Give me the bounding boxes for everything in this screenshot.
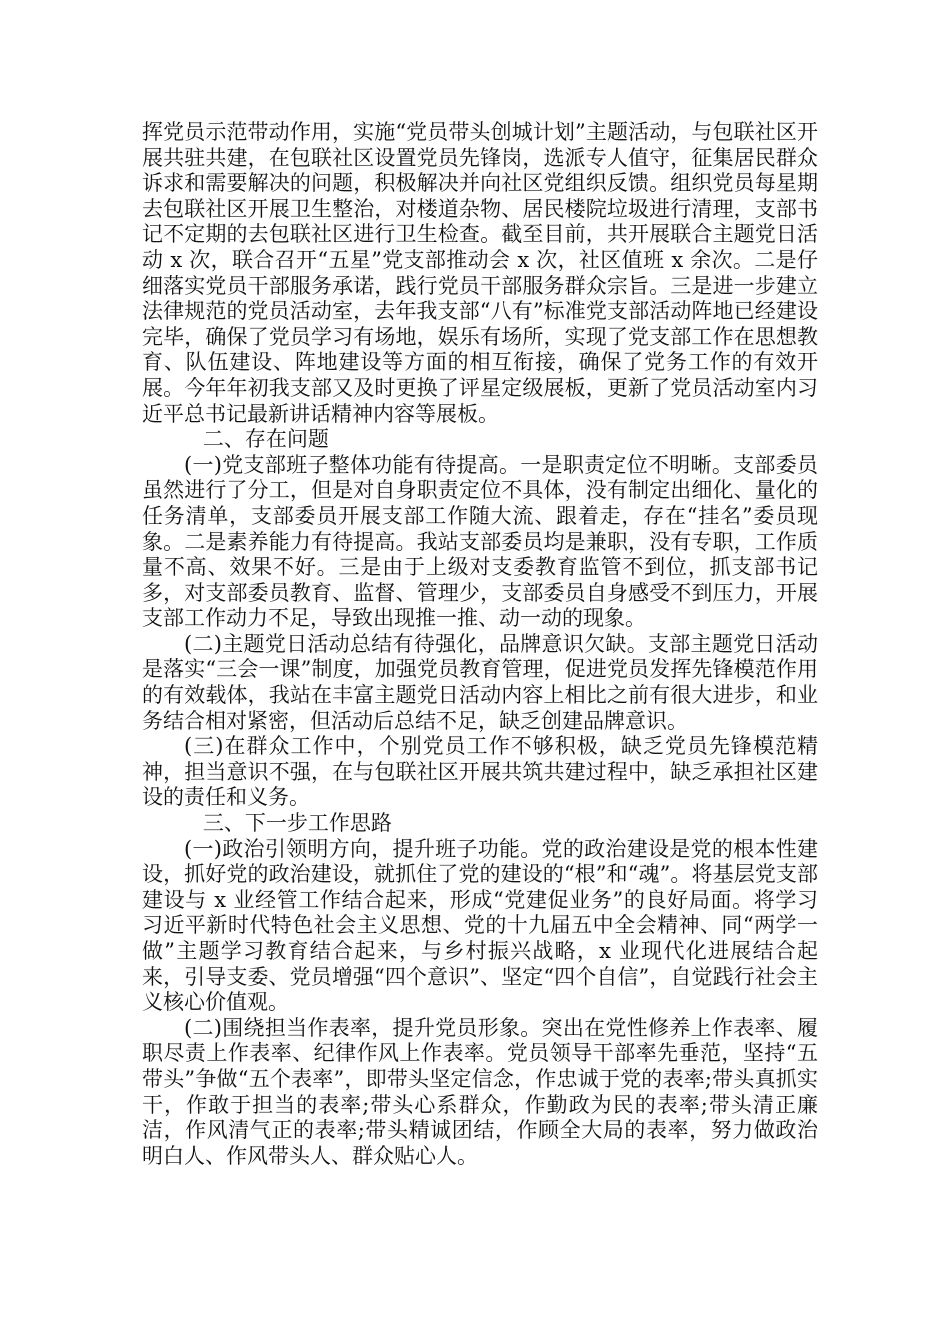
document-page	[142, 120, 818, 1169]
paragraph-problem-2: (二)主题党日活动总结有待强化，品牌意识欠缺。支部主题党日活动是落实“三会一课”制度，加强党员教育管理，促进党员发挥先锋模范作用的有效载体，我站在丰富主题党日活动内容上相比之前有很大进步，和业务结合相对紧密，但活动后总结不足，缺乏创建品牌意识。	[142, 631, 818, 733]
section-heading-problems: 二、存在问题	[202, 427, 329, 452]
paragraph-next-step-2: (二)围绕担当作表率，提升党员形象。突出在党性修养上作表率、履职尽责上作表率、纪律作风上作表率。党员领导干部率先垂范，坚持“五带头”争做“五个表率”，即带头坚定信念，作忠诚于党的表率;带头真抓实干，作敢于担当的表率;带头心系群众，作勤政为民的表率;带头清正廉洁，作风清气正的表率;带头精诚团结，作顾全大局的表率，努力做政治明白人、作风带头人、群众贴心人。	[142, 1015, 818, 1168]
paragraph-next-step-1: (一)政治引领明方向，提升班子功能。党的政治建设是党的根本性建设，抓好党的政治建设，就抓住了党的建设的“根”和“魂”。将基层党支部建设与 x 业经管工作结合起来，形成“党建促业务”的良好局面。将学习习近平新时代特色社会主义思想、党的十九届五中全会精神、同“两学一做”主题学习教育结合起来，与乡村振兴战略，x 业现代化进展结合起来，引导支委、党员增强“四个意识”、坚定“四个自信”，自觉践行社会主义核心价值观。	[142, 836, 818, 1015]
paragraph-problem-3: (三)在群众工作中，个别党员工作不够积极，缺乏党员先锋模范精神，担当意识不强，在与包联社区开展共筑共建过程中，缺乏承担社区建设的责任和义务。	[142, 734, 818, 810]
paragraph-problem-1: (一)党支部班子整体功能有待提高。一是职责定位不明晰。支部委员虽然进行了分工，但是对自身职责定位不具体，没有制定出细化、量化的任务清单，支部委员开展支部工作随大流、跟着走，存在“挂名”委员现象。二是素养能力有待提高。我站支部委员均是兼职，没有专职，工作质量不高、效果不好。三是由于上级对支委教育监管不到位，抓支部书记多，对支部委员教育、监督、管理少，支部委员自身感受不到压力，开展支部工作动力不足，导致出现推一推、动一动的现象。	[142, 452, 818, 631]
section-heading-next-steps: 三、下一步工作思路	[202, 811, 392, 836]
paragraph-continuation: 挥党员示范带动作用，实施“党员带头创城计划”主题活动，与包联社区开展共驻共建，在包联社区设置党员先锋岗，选派专人值守，征集居民群众诉求和需要解决的问题，积极解决并向社区党组织反馈。组织党员每星期去包联社区开展卫生整治，对楼道杂物、居民楼院垃圾进行清理，支部书记不定期的去包联社区进行卫生检查。截至目前，共开展联合主题党日活动 x 次，联合召开“五星”党支部推动会 x 次，社区值班 x 余次。二是仔细落实党员干部服务承诺，践行党员干部服务群众宗旨。三是进一步建立法律规范的党员活动室，去年我支部“八有”标准党支部活动阵地已经建设完毕，确保了党员学习有场地，娱乐有场所，实现了党支部工作在思想教育、队伍建设、阵地建设等方面的相互衔接，确保了党务工作的有效开展。今年年初我支部又及时更换了评星定级展板，更新了党员活动室内习近平总书记最新讲话精神内容等展板。	[142, 120, 818, 426]
